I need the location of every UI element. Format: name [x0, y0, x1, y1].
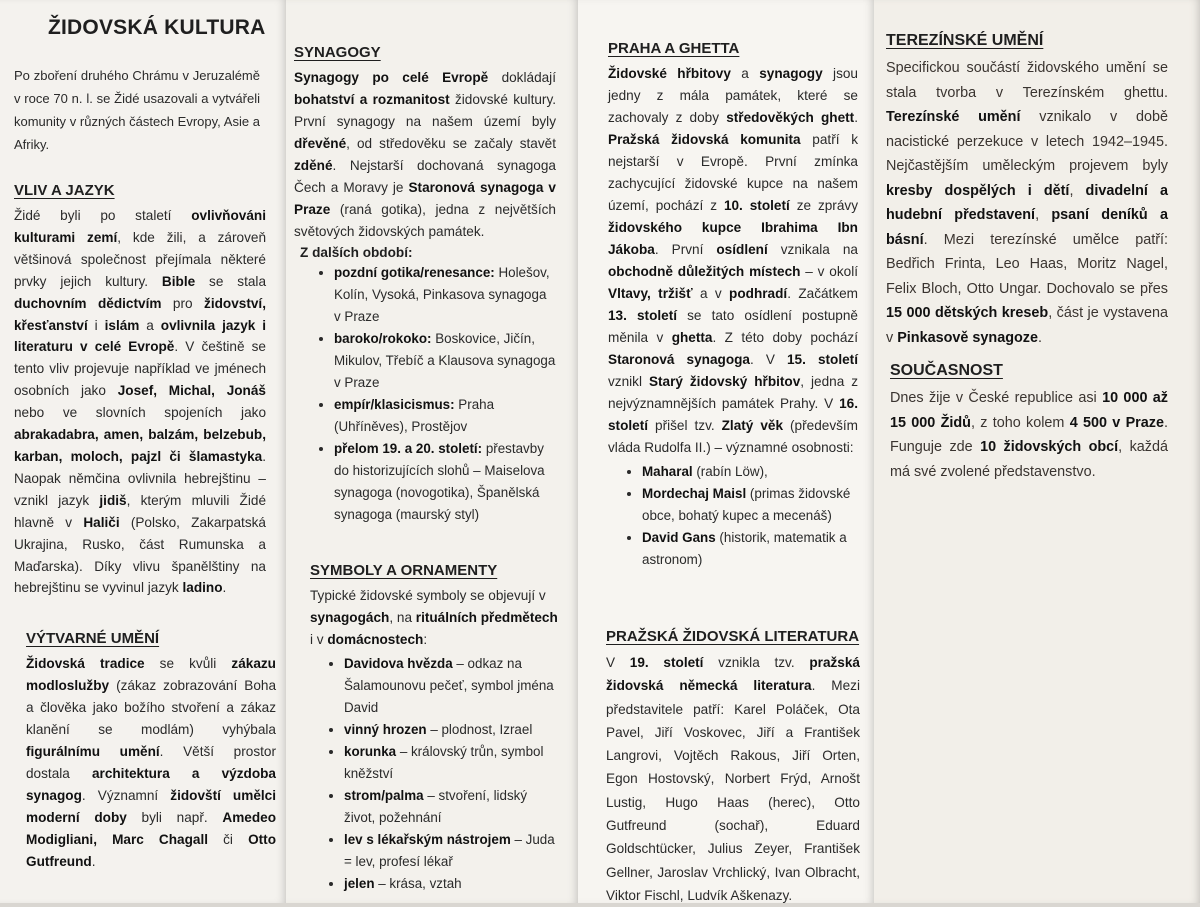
- list-item: • baroko/rokoko: Boskovice, Jičín, Mikulov, Třebíč a Klausova synagoga v Praze: [334, 328, 556, 394]
- list-item: • strom/palma – stvoření, lidský život, požehnání: [344, 785, 562, 829]
- list-item: • Maharal (rabín Löw),: [642, 461, 858, 483]
- list-item: • David Gans (historik, matematik a astronom): [642, 527, 858, 571]
- list-item: • vinný hrozen – plodnost, Izrael: [344, 719, 562, 741]
- list-item: • korunka – královský trůn, symbol kněžství: [344, 741, 562, 785]
- symbol-list: [310, 653, 562, 895]
- panel-2: [286, 0, 578, 903]
- list-item: • Mordechaj Maisl (primas židovské obce, bohatý kupec a mecenáš): [642, 483, 858, 527]
- section-text: Dnes žije v České republice asi 10 000 až 15 000 Židů, z toho kolem 4 500 v Praze. Funguje zde 10 židovských obcí, každá má své zvolené představenstvo.: [890, 390, 1168, 480]
- list-item: • pozdní gotika/renesance: Holešov, Kolín, Vysoká, Pinkasova synagoga v Praze: [334, 262, 556, 328]
- section-heading: VLIV A JAZYK: [14, 182, 115, 199]
- section-text: Specifickou součástí židovského umění se stala tvorba v Terezínském ghettu. Terezínské umění vznikalo v době nacistické perzekuce v letech 1942–1945. Nejčastějším uměleckým projevem byly kresby dospělých i dětí, divadelní a hudební představení, psaní deníků a básní. Mezi terezínské umělce patří: Bedřich Frinta, Leo Haas, Moritz Nagel, Felix Bloch, Otto Ungar. Dochovalo se přes 15 000 dětských kreseb, část je vystavena v Pinkasově synagoze.: [886, 60, 1169, 346]
- section-heading: VÝTVARNÉ UMĚNÍ: [26, 630, 160, 647]
- section-synagogy: [294, 44, 556, 526]
- section-text: Židé byli po staletí ovlivňováni kulturami zemí, kde žili, a zároveň většinová společnost přejímala některé prvky jejich kultury. Bible se stala duchovním dědictvím pro židovství, křesťanství i islám a ovlivnila jazyk i literaturu v celé Evropě. V češtině se tento vliv projevuje například ve jménech osobních jako Josef, Michal, Jonáš nebo ve slovních spojeních jako abrakadabra, amen, balzám, belzebub, karban, moloch, pajzl či šlamastyka. Naopak němčina ovlivnila hebrejštinu – vznikl jazyk jidiš, kterým mluvili Židé hlavně v Haliči (Polsko, Zakarpatská Ukrajina, Rusko, část Rumunska a Maďarska). Díky vlivu španělštiny na hebrejštinu se vyvinul jazyk ladino.: [14, 208, 267, 596]
- section-text: Židovské hřbitovy a synagogy jsou jedny z mála památek, které se zachovaly z doby středověkých ghett. Pražská židovská komunita patří k nejstarší v Evropě. První zmínka zachycující židovské kupce na našem území, pochází z 10. století ze zprávy židovského kupce Ibrahima Ibn Jákoba. První osídlení vznikala na obchodně důležitých místech – v okolí Vltavy, tržišť a v podhradí. Začátkem 13. století se tato osídlení postupně měnila v ghetta. Z této doby pochází Staronová synagoga. V 15. století vznikl Starý židovský hřbitov, jedna z nejvýznamnějších památek Prahy. V 16. století přišel tzv. Zlatý věk (především vláda Rudolfa II.) – významné osobnosti:: [608, 66, 859, 455]
- section-vliv: [14, 182, 266, 599]
- section-literatura: [606, 628, 860, 907]
- panel-3: [578, 0, 874, 903]
- panel-4: [874, 0, 1200, 903]
- page-title: ŽIDOVSKÁ KULTURA: [48, 16, 266, 39]
- section-soucasnost: [890, 362, 1168, 484]
- list-item: • přelom 19. a 20. století: přestavby do historizujících slohů – Maiselova synagoga (novogotika), Španělská synagoga (maurský styl): [334, 438, 556, 526]
- section-text: V 19. století vznikla tzv. pražská židovská německá literatura. Mezi představitele patří: Karel Poláček, Ota Pavel, Jiří Voskovec, Jiří a František Langrovi, Vojtěch Rakous, Jiří Orten, Egon Hostovský, Norbert Frýd, Arnošt Lustig, Hugo Haas (herec), Otto Gutfreund (sochař), Eduard Goldschtücker, Julius Zeyer, František Gellner, Jaroslav Vrchlický, Ivan Olbracht, Viktor Fischl, Ludvík Aškenazy.: [606, 655, 860, 903]
- list-item: • jelen – krása, vztah: [344, 873, 562, 895]
- list-item: • Davidova hvězda – odkaz na Šalamounovu pečeť, symbol jména David: [344, 653, 562, 719]
- section-heading: TEREZÍNSKÉ UMĚNÍ: [886, 32, 1044, 49]
- period-list: [294, 262, 556, 526]
- list-item: • lev s lékařským nástrojem – Juda = lev, profesí lékař: [344, 829, 562, 873]
- section-symboly: [310, 562, 562, 895]
- list-item: • empír/klasicismus: Praha (Uhříněves), Prostějov: [334, 394, 556, 438]
- section-heading: SOUČASNOST: [890, 362, 1003, 379]
- subheading: Z dalších období:: [300, 245, 413, 260]
- persons-list: [608, 461, 858, 571]
- section-terezin: [886, 32, 1168, 350]
- section-umeni: [26, 630, 276, 873]
- section-text: Typické židovské symboly se objevují v synagogách, na rituálních předmětech i v domácnostech:: [310, 588, 558, 647]
- section-text: Synagogy po celé Evropě dokládají bohatství a rozmanitost židovské kultury. První synagogy na našem území byly dřevěné, od středověku se začaly stavět zděné. Nejstarší dochovaná synagoga Čech a Moravy je Staronová synagoga v Praze (raná gotika), jedna z největších světových židovských památek.: [294, 70, 557, 239]
- section-heading: PRAHA A GHETTA: [608, 40, 740, 57]
- section-praha: [608, 40, 858, 571]
- section-heading: PRAŽSKÁ ŽIDOVSKÁ LITERATURA: [606, 628, 860, 645]
- panel-1: [0, 0, 286, 903]
- intro-text: Po zboření druhého Chrámu v Jeruzalémě v roce 70 n. l. se Židé usazovali a vytvářeli komunity v různých částech Evropy, Asie a Afriky.: [14, 68, 260, 152]
- section-text: Židovská tradice se kvůli zákazu modloslužby (zákaz zobrazování Boha a člověka jako božího stvoření a zákaz klanění se modlám) vyhýbala figurálnímu umění. Větší prostor dostala architektura a výzdoba synagog. Významní židovští umělci moderní doby byli např. Amedeo Modigliani, Marc Chagall či Otto Gutfreund.: [26, 656, 277, 869]
- section-heading: SYNAGOGY: [294, 44, 381, 61]
- section-heading: SYMBOLY A ORNAMENTY: [310, 562, 498, 579]
